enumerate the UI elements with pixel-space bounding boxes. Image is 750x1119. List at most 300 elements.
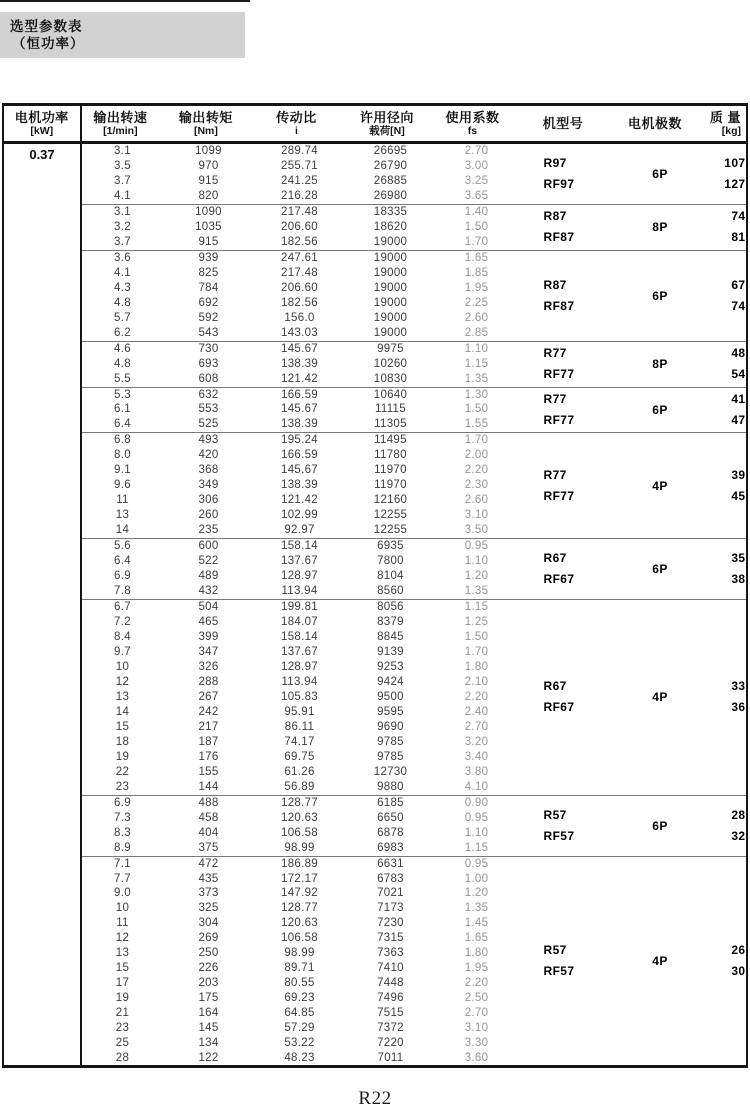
table-row	[82, 1036, 747, 1051]
service-factor-value: 1.85	[464, 266, 489, 279]
column-header-label: 输出转矩	[178, 110, 233, 125]
output-speed-value: 9.7	[114, 645, 131, 658]
output-torque-value: 543	[198, 326, 219, 339]
service-factor-value: 1.15	[464, 601, 489, 614]
output-torque-value: 939	[198, 251, 219, 264]
model-designation	[544, 940, 575, 982]
output-torque-value: 134	[198, 1037, 219, 1050]
table-body	[4, 144, 746, 1066]
output-torque-value: 420	[198, 449, 219, 462]
service-factor-value: 3.80	[464, 765, 489, 778]
model-group-R87-6P	[82, 250, 747, 341]
model-name: R87	[543, 277, 567, 292]
output-speed-value: 23	[115, 780, 130, 793]
mass-values	[703, 206, 746, 248]
model-name: R77	[543, 391, 567, 406]
motor-poles-value: 6P	[652, 288, 668, 303]
model-name: R87	[543, 209, 567, 224]
mass-value: 28	[731, 807, 746, 822]
mass-value: 39	[731, 467, 746, 482]
output-speed-value: 4.8	[114, 357, 131, 370]
ratio-value: 138.39	[281, 418, 318, 431]
output-torque-value: 488	[198, 796, 219, 809]
radial-load-value: 8560	[377, 585, 404, 598]
model-name: RF57	[543, 964, 575, 979]
column-header-fs	[432, 106, 514, 141]
radial-load-value: 6878	[377, 826, 404, 839]
output-speed-value: 15	[115, 962, 130, 975]
radial-load-value: 26885	[373, 174, 408, 187]
mass-values	[703, 275, 746, 317]
output-torque-value: 435	[198, 872, 219, 885]
ratio-value: 56.89	[284, 780, 315, 793]
output-torque-value: 306	[198, 494, 219, 507]
table-row	[82, 266, 747, 281]
ratio-value: 182.56	[281, 235, 318, 248]
model-name: RF87	[543, 298, 575, 313]
output-speed-value: 19	[115, 992, 130, 1005]
service-factor-value: 2.20	[464, 690, 489, 703]
output-torque-value: 825	[198, 266, 219, 279]
output-torque-value: 122	[198, 1052, 219, 1065]
mass-value: 30	[731, 964, 746, 979]
service-factor-value: 2.40	[464, 705, 489, 718]
table-row	[82, 916, 747, 931]
radial-load-value: 7515	[377, 1007, 404, 1020]
motor-poles-value: 4P	[652, 954, 668, 969]
ratio-value: 86.11	[284, 720, 315, 733]
ratio-value: 98.99	[284, 841, 315, 854]
column-header-load	[342, 106, 432, 141]
output-torque-value: 404	[198, 826, 219, 839]
output-speed-value: 10	[115, 660, 130, 673]
model-group-R67-4P	[82, 599, 747, 795]
table-row	[82, 841, 747, 856]
table-row	[82, 235, 747, 250]
model-group-R97-6P	[82, 144, 747, 204]
model-group-R77-6P	[82, 387, 747, 433]
output-torque-value: 155	[198, 765, 219, 778]
motor-power-value: 0.37	[29, 147, 55, 162]
output-torque-value: 242	[198, 705, 219, 718]
ratio-value: 158.14	[281, 540, 318, 553]
radial-load-value: 7315	[377, 932, 404, 945]
output-speed-value: 9.6	[114, 479, 131, 492]
output-speed-value: 14	[115, 524, 130, 537]
ratio-value: 147.92	[281, 887, 318, 900]
column-header-unit: [1/min]	[103, 125, 138, 137]
output-speed-value: 9.0	[114, 887, 131, 900]
service-factor-value: 1.15	[464, 841, 489, 854]
output-torque-value: 203	[198, 977, 219, 990]
service-factor-value: 1.00	[464, 872, 489, 885]
radial-load-value: 6650	[377, 811, 404, 824]
service-factor-value: 2.85	[464, 326, 489, 339]
table-row	[82, 372, 747, 387]
ratio-value: 206.60	[281, 220, 318, 233]
radial-load-value: 26695	[373, 145, 408, 157]
model-group-R57-6P	[82, 795, 747, 856]
output-speed-value: 11	[116, 494, 129, 507]
radial-load-value: 19000	[373, 311, 408, 324]
radial-load-value: 11970	[374, 464, 407, 477]
ratio-value: 57.29	[284, 1022, 315, 1035]
output-speed-value: 7.3	[114, 811, 131, 824]
output-torque-value: 600	[198, 540, 219, 553]
output-torque-value: 260	[198, 509, 219, 522]
output-speed-value: 11	[116, 917, 129, 930]
mass-value: 33	[731, 679, 746, 694]
model-designation	[544, 548, 575, 590]
model-group-R57-4P	[82, 856, 747, 1067]
table-row	[82, 342, 747, 357]
mass-value: 45	[731, 488, 746, 503]
ratio-value: 206.60	[281, 281, 318, 294]
section-tag-title: 选型参数表	[10, 19, 83, 34]
output-speed-value: 7.1	[114, 857, 131, 870]
table-row	[82, 630, 747, 645]
output-torque-value: 269	[198, 932, 219, 945]
ratio-value: 128.97	[281, 570, 318, 583]
column-header-unit: fs	[467, 125, 478, 137]
output-speed-value: 6.4	[114, 418, 131, 431]
output-speed-value: 6.2	[114, 326, 131, 339]
service-factor-value: 1.35	[464, 902, 489, 915]
service-factor-value: 3.00	[464, 159, 489, 172]
mass-value: 81	[731, 230, 746, 245]
service-factor-value: 2.70	[464, 1007, 489, 1020]
output-torque-value: 592	[198, 311, 219, 324]
radial-load-value: 10640	[373, 388, 408, 401]
output-speed-value: 13	[115, 509, 130, 522]
output-torque-value: 472	[198, 857, 219, 870]
output-torque-value: 970	[198, 159, 219, 172]
service-factor-value: 1.80	[464, 947, 489, 960]
output-speed-value: 3.1	[114, 145, 131, 157]
output-speed-value: 7.7	[114, 872, 131, 885]
mass-values	[703, 940, 746, 982]
output-torque-value: 432	[198, 585, 219, 598]
output-speed-value: 3.7	[114, 174, 131, 187]
output-speed-value: 3.5	[114, 159, 131, 172]
model-designation	[544, 153, 575, 195]
table-row	[82, 417, 747, 432]
service-factor-value: 1.15	[464, 357, 489, 370]
model-group-R77-4P	[82, 432, 747, 538]
motor-poles-value: 6P	[652, 818, 668, 833]
output-torque-value: 250	[198, 947, 219, 960]
output-speed-value: 8.4	[114, 631, 131, 643]
service-factor-value: 1.55	[464, 418, 489, 431]
page-number: R22	[358, 1088, 392, 1109]
output-torque-value: 145	[198, 1022, 219, 1035]
table-row	[82, 493, 747, 508]
output-torque-value: 465	[198, 616, 219, 629]
ratio-value: 247.61	[281, 251, 318, 264]
column-header-label: 输出转速	[93, 110, 148, 125]
service-factor-value: 1.30	[464, 388, 489, 401]
model-name: RF97	[543, 176, 575, 191]
output-speed-value: 12	[115, 932, 130, 945]
table-row	[82, 705, 747, 720]
service-factor-value: 1.35	[464, 372, 489, 385]
model-group-R87-8P	[82, 204, 747, 250]
ratio-value: 217.48	[281, 205, 318, 218]
column-header-label: 传动比	[276, 110, 317, 125]
output-torque-value: 632	[198, 388, 219, 401]
column-header-label: 电机功率	[14, 110, 69, 125]
mass-value: 107	[724, 155, 746, 170]
radial-load-value: 18620	[373, 220, 408, 233]
table-row	[82, 388, 747, 403]
output-speed-value: 23	[115, 1022, 130, 1035]
ratio-value: 137.67	[281, 555, 318, 568]
service-factor-value: 0.90	[464, 796, 489, 809]
column-header-unit: [Nm]	[193, 125, 218, 137]
output-speed-value: 12	[115, 675, 130, 688]
output-speed-value: 6.9	[114, 796, 131, 809]
output-speed-value: 4.8	[114, 296, 131, 309]
output-torque-value: 325	[198, 902, 219, 915]
radial-load-value: 10260	[373, 357, 408, 370]
radial-load-value: 11115	[375, 403, 406, 416]
table-row	[82, 857, 747, 872]
radial-load-value: 7173	[377, 902, 404, 915]
model-name: R57	[543, 943, 567, 958]
radial-load-value: 7011	[377, 1052, 404, 1065]
model-designation	[544, 676, 575, 718]
selection-parameter-table	[2, 103, 748, 1068]
output-torque-value: 458	[198, 811, 219, 824]
radial-load-value: 8104	[377, 570, 404, 583]
radial-load-value: 9785	[377, 735, 404, 748]
mass-value: 41	[731, 391, 746, 406]
ratio-value: 145.67	[281, 464, 318, 477]
table-row	[82, 872, 747, 887]
radial-load-value: 19000	[373, 296, 408, 309]
model-name: RF67	[543, 700, 575, 715]
output-speed-value: 5.7	[114, 311, 131, 324]
model-name: RF77	[543, 488, 575, 503]
output-speed-value: 7.2	[114, 616, 131, 629]
column-header-power	[4, 106, 80, 141]
table-row	[82, 931, 747, 946]
mass-values	[703, 548, 746, 590]
ratio-value: 217.48	[281, 266, 318, 279]
radial-load-value: 7021	[377, 887, 404, 900]
mass-value: 47	[731, 412, 746, 427]
ratio-value: 69.23	[284, 992, 315, 1005]
model-group-R67-6P	[82, 538, 747, 599]
output-speed-value: 3.7	[114, 235, 131, 248]
column-header-unit: [kg]	[721, 125, 742, 137]
radial-load-value: 6185	[377, 796, 404, 809]
model-designation	[544, 206, 575, 248]
ratio-value: 53.22	[284, 1037, 315, 1050]
output-speed-value: 21	[115, 1007, 130, 1020]
output-speed-value: 4.1	[114, 266, 131, 279]
ratio-value: 113.94	[281, 675, 318, 688]
model-name: R97	[543, 155, 567, 170]
radial-load-value: 11970	[374, 479, 407, 492]
ratio-value: 48.23	[284, 1052, 315, 1065]
service-factor-value: 2.00	[464, 449, 489, 462]
output-torque-value: 1099	[195, 145, 222, 157]
output-torque-value: 1090	[195, 205, 222, 218]
ratio-value: 80.55	[284, 977, 315, 990]
radial-load-value: 6935	[377, 540, 404, 553]
output-speed-value: 5.3	[114, 388, 131, 401]
output-speed-value: 8.9	[114, 841, 131, 854]
table-row	[82, 508, 747, 523]
ratio-value: 289.74	[281, 145, 318, 157]
service-factor-value: 1.45	[464, 917, 489, 930]
table-row	[82, 780, 747, 795]
radial-load-value: 6983	[377, 841, 404, 854]
model-name: RF67	[543, 572, 575, 587]
ratio-value: 98.99	[284, 947, 315, 960]
model-name: RF77	[543, 367, 575, 382]
mass-value: 35	[731, 551, 746, 566]
output-speed-value: 9.1	[114, 464, 131, 477]
table-row	[82, 539, 747, 554]
radial-load-value: 19000	[373, 235, 408, 248]
radial-load-value: 19000	[373, 251, 408, 264]
column-header-label: 质 量	[709, 110, 742, 125]
column-header-unit: i	[294, 125, 298, 137]
table-row	[82, 1006, 747, 1021]
table-row	[82, 976, 747, 991]
mass-value: 67	[731, 277, 746, 292]
radial-load-value: 12730	[373, 765, 408, 778]
table-groups	[82, 144, 747, 1066]
table-row	[82, 311, 747, 326]
radial-load-value: 9785	[377, 750, 404, 763]
output-torque-value: 187	[198, 735, 219, 748]
output-torque-value: 267	[198, 690, 219, 703]
ratio-value: 166.59	[281, 449, 318, 462]
radial-load-value: 7410	[377, 962, 404, 975]
column-header-poles	[613, 106, 698, 141]
output-speed-value: 14	[115, 705, 130, 718]
output-speed-value: 4.3	[114, 281, 131, 294]
column-header-label: 许用径向	[359, 110, 414, 125]
radial-load-value: 12255	[373, 524, 408, 537]
model-name: R57	[543, 807, 567, 822]
ratio-value: 89.71	[284, 962, 315, 975]
ratio-value: 138.39	[281, 357, 318, 370]
model-group-R77-8P	[82, 341, 747, 387]
output-torque-value: 692	[198, 296, 219, 309]
radial-load-value: 6631	[377, 857, 404, 870]
output-speed-value: 18	[115, 735, 130, 748]
model-designation	[544, 389, 575, 431]
model-designation	[544, 275, 575, 317]
output-torque-value: 226	[198, 962, 219, 975]
output-torque-value: 1035	[195, 220, 222, 233]
radial-load-value: 11780	[374, 449, 407, 462]
service-factor-value: 1.80	[464, 660, 489, 673]
service-factor-value: 1.70	[464, 645, 489, 658]
output-torque-value: 399	[198, 631, 219, 643]
output-torque-value: 176	[198, 750, 219, 763]
output-speed-value: 8.3	[114, 826, 131, 839]
output-speed-value: 7.8	[114, 585, 131, 598]
service-factor-value: 1.50	[464, 403, 489, 416]
ratio-value: 241.25	[281, 174, 318, 187]
model-name: RF77	[543, 412, 575, 427]
radial-load-value: 26790	[373, 159, 408, 172]
ratio-value: 120.63	[281, 917, 318, 930]
output-speed-value: 5.6	[114, 540, 131, 553]
radial-load-value: 26980	[373, 189, 408, 202]
service-factor-value: 1.50	[464, 220, 489, 233]
model-name: R67	[543, 551, 567, 566]
table-row	[82, 991, 747, 1006]
radial-load-value: 12160	[373, 494, 408, 507]
table-header-row	[4, 106, 746, 144]
table-row	[82, 189, 747, 204]
output-speed-value: 8.0	[114, 449, 131, 462]
output-speed-value: 25	[115, 1037, 130, 1050]
ratio-value: 184.07	[281, 616, 318, 629]
ratio-value: 121.42	[281, 372, 318, 385]
ratio-value: 128.77	[281, 796, 318, 809]
table-row	[82, 735, 747, 750]
motor-poles-value: 4P	[652, 478, 668, 493]
ratio-value: 145.67	[281, 342, 318, 355]
table-row	[82, 463, 747, 478]
output-speed-value: 6.9	[114, 570, 131, 583]
service-factor-value: 3.20	[464, 735, 489, 748]
service-factor-value: 2.20	[464, 464, 489, 477]
radial-load-value: 7230	[377, 917, 404, 930]
service-factor-value: 4.10	[464, 780, 489, 793]
service-factor-value: 1.20	[464, 570, 489, 583]
column-header-label: 机型号	[542, 116, 584, 131]
radial-load-value: 7496	[377, 992, 404, 1005]
table-row	[82, 144, 747, 159]
output-torque-value: 493	[198, 434, 219, 447]
service-factor-value: 2.50	[464, 992, 489, 1005]
radial-load-value: 19000	[373, 326, 408, 339]
column-header-speed	[80, 106, 162, 141]
service-factor-value: 3.10	[464, 509, 489, 522]
output-speed-value: 6.7	[114, 601, 131, 614]
output-torque-value: 784	[198, 281, 219, 294]
model-name: R77	[543, 467, 567, 482]
table-row	[82, 600, 747, 615]
ratio-value: 95.91	[284, 705, 315, 718]
output-torque-value: 525	[198, 418, 219, 431]
output-torque-value: 522	[198, 555, 219, 568]
service-factor-value: 1.50	[464, 631, 489, 643]
ratio-value: 182.56	[281, 296, 318, 309]
service-factor-value: 3.40	[464, 750, 489, 763]
radial-load-value: 9595	[377, 705, 404, 718]
table-row	[82, 675, 747, 690]
service-factor-value: 3.50	[464, 524, 489, 537]
ratio-value: 102.99	[281, 509, 318, 522]
radial-load-value: 9690	[377, 720, 404, 733]
mass-value: 127	[724, 176, 746, 191]
output-torque-value: 175	[198, 992, 219, 1005]
service-factor-value: 1.95	[464, 962, 489, 975]
radial-load-value: 18335	[373, 205, 408, 218]
table-row	[82, 796, 747, 811]
service-factor-value: 1.40	[464, 205, 489, 218]
model-name: R67	[543, 679, 567, 694]
